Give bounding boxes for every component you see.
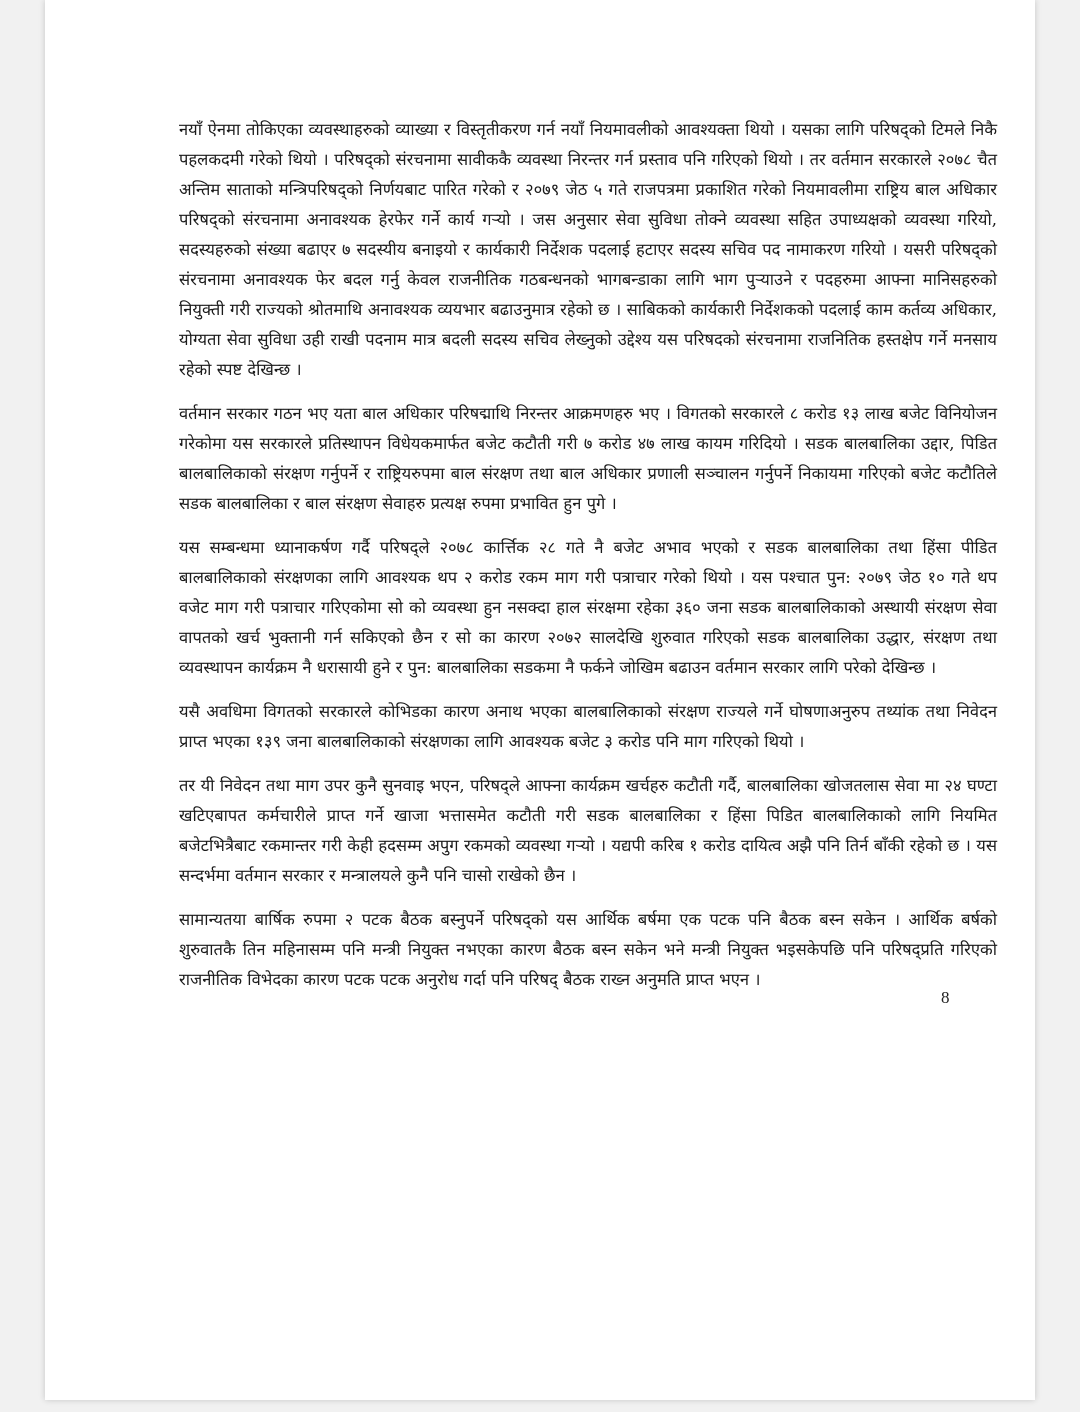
paragraph-6: सामान्यतया बार्षिक रुपमा २ पटक बैठक बस्नुपर्ने परिषद्को यस आर्थिक बर्षमा एक पटक पनि बैठक बस्न सकेन । आर्थिक बर्षको शुरुवातकै तिन महिनासम्म पनि मन्त्री नियुक्त नभएका कारण बैठक बस्न सकेन भने मन्त्री नियुक्त भइसकेपछि पनि परिषद्प्रति गरिएको राजनीतिक विभेदका कारण पटक पटक अनुरोध गर्दा पनि परिषद् बैठक राख्न अनुमति प्राप्त भएन ।	[179, 910, 997, 989]
document-body	[179, 115, 997, 1009]
paragraph-4: यसै अवधिमा विगतको सरकारले कोभिडका कारण अनाथ भएका बालबालिकाको संरक्षण राज्यले गर्ने घोषणाअनुरुप तथ्यांक तथा निवेदन प्राप्त भएका १३९ जना बालबालिकाको संरक्षणका लागि आवश्यक बजेट ३ करोड पनि माग गरिएको थियो ।	[179, 702, 997, 751]
paragraph-3: यस सम्बन्धमा ध्यानाकर्षण गर्दै परिषद्ले २०७८ कार्त्तिक २८ गते नै बजेट अभाव भएको र सडक बालबालिका तथा हिंसा पीडित बालबालिकाको संरक्षणका लागि आवश्यक थप २ करोड रकम माग गरी पत्राचार गरेको थियो । यस पश्चात पुन: २०७९ जेठ १० गते थप वजेट माग गरी पत्राचार गरिएकोमा सो को व्यवस्था हुन नसक्दा हाल संरक्षमा रहेका ३६० जना सडक बालबालिकाको अस्थायी संरक्षण सेवा वापतको खर्च भुक्तानी गर्न सकिएको छैन र सो का कारण २०७२ सालदेखि शुरुवात गरिएको सडक बालबालिका उद्धार, संरक्षण तथा व्यवस्थापन कार्यक्रम नै धरासायी हुने र पुन: बालबालिका सडकमा नै फर्कने जोखिम बढाउन वर्तमान सरकार लागि परेको देखिन्छ ।	[179, 538, 997, 677]
page-number: 8	[941, 988, 950, 1007]
paragraph-1: नयाँ ऐनमा तोकिएका व्यवस्थाहरुको व्याख्या र विस्तृतीकरण गर्न नयाँ नियमावलीको आवश्यक्ता थियो । यसका लागि परिषद्को टिमले निकै पहलकदमी गरेको थियो । परिषद्को संरचनामा सावीककै व्यवस्था निरन्तर गर्न प्रस्ताव पनि गरिएको थियो । तर वर्तमान सरकारले २०७८ चैत अन्तिम साताको मन्त्रिपरिषद्को निर्णयबाट पारित गरेको र २०७९ जेठ ५ गते राजपत्रमा प्रकाशित गरेको नियमावलीमा राष्ट्रिय बाल अधिकार परिषद्को संरचनामा अनावश्यक हेरफेर गर्ने कार्य गर्‍यो । जस अनुसार सेवा सुविधा तोक्ने व्यवस्था सहित उपाध्यक्षको व्यवस्था गरियो, सदस्यहरुको संख्या बढाएर ७ सदस्यीय बनाइयो र कार्यकारी निर्देशक पदलाई हटाएर सदस्य सचिव पद नामाकरण गरियो । यसरी परिषद्को संरचनामा अनावश्यक फेर बदल गर्नु केवल राजनीतिक गठबन्धनको भागबन्डाका लागि भाग पुर्‍याउने र पदहरुमा आफ्ना मानिसहरुको नियुक्ती गरी राज्यको श्रोतमाथि अनावश्यक व्ययभार बढाउनुमात्र रहेको छ । साबिकको कार्यकारी निर्देशकको पदलाई काम कर्तव्य अधिकार, योग्यता सेवा सुविधा उही राखी पदनाम मात्र बदली सदस्य सचिव लेख्नुको उद्देश्य यस परिषदको संरचनामा राजनितिक हस्तक्षेप गर्ने मनसाय रहेको स्पष्ट देखिन्छ ।	[179, 120, 997, 379]
document-page	[45, 0, 1035, 1400]
paragraph-5: तर यी निवेदन तथा माग उपर कुनै सुनवाइ भएन, परिषद्ले आफ्ना कार्यक्रम खर्चहरु कटौती गर्दै, बालबालिका खोजतलास सेवा मा २४ घण्टा खटिएबापत कर्मचारीले प्राप्त गर्ने खाजा भत्तासमेत कटौती गरी सडक बालबालिका र हिंसा पिडित बालबालिकाको लागि नियमित बजेटभित्रैबाट रकमान्तर गरी केही हदसम्म अपुग रकमको व्यवस्था गर्‍यो । यद्यपी करिब १ करोड दायित्व अझै पनि तिर्न बाँकी रहेको छ । यस सन्दर्भमा वर्तमान सरकार र मन्त्रालयले कुनै पनि चासो राखेको छैन ।	[179, 776, 997, 885]
paragraph-2: वर्तमान सरकार गठन भए यता बाल अधिकार परिषद्माथि निरन्तर आक्रमणहरु भए । विगतको सरकारले ८ करोड १३ लाख बजेट विनियोजन गरेकोमा यस सरकारले प्रतिस्थापन विधेयकमार्फत बजेट कटौती गरी ७ करोड ४७ लाख कायम गरिदियो । सडक बालबालिका उद्दार, पिडित बालबालिकाको संरक्षण गर्नुपर्ने र राष्ट्रियरुपमा बाल संरक्षण तथा बाल अधिकार प्रणाली सञ्चालन गर्नुपर्ने निकायमा गरिएको बजेट कटौतिले सडक बालबालिका र बाल संरक्षण सेवाहरु प्रत्यक्ष रुपमा प्रभावित हुन पुगे ।	[179, 404, 997, 513]
